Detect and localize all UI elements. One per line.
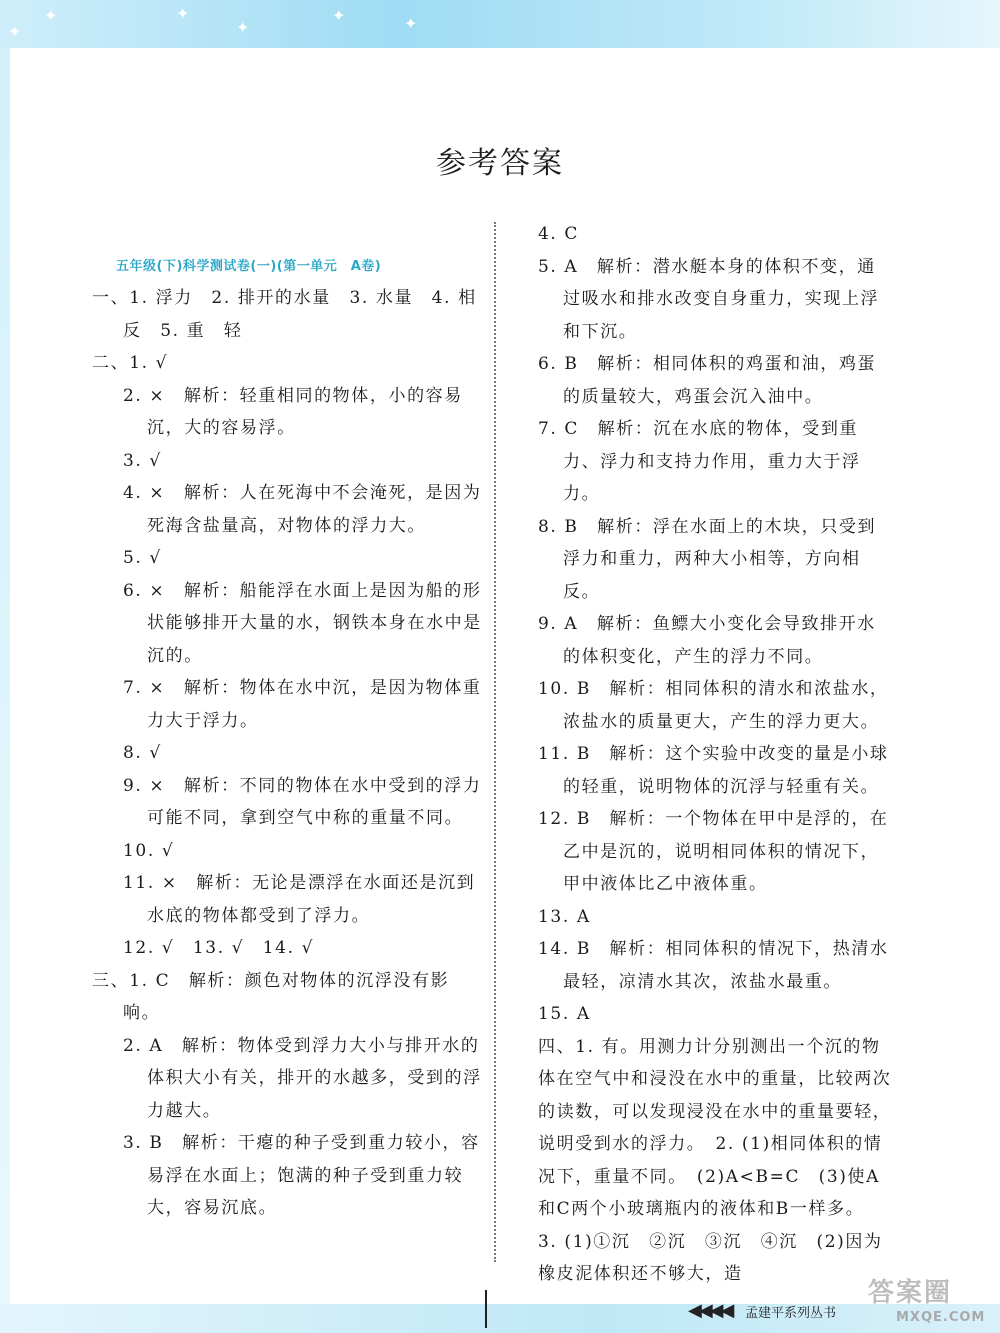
answer-item: 8. B 解析：浮在水面上的木块，只受到浮力和重力，两种大小相等，方向相反。	[538, 516, 877, 602]
section-title: 五年级(下)科学测试卷(一)(第一单元 A卷)	[116, 259, 382, 274]
answer-item: 三、1. C 解析：颜色对物体的沉浮没有影响。	[92, 970, 450, 1023]
answer-item: 14. B 解析：相同体积的情况下，热清水最轻，凉清水其次，浓盐水最重。	[538, 939, 889, 992]
answer-item: 7. × 解析：物体在水中沉，是因为物体重力大于浮力。	[123, 678, 482, 731]
binding-mark	[485, 1290, 487, 1328]
page-title: 参考答案	[436, 146, 564, 181]
answer-item: 12. B 解析：一个物体在甲中是浮的，在乙中是沉的，说明相同体积的情况下，甲中液体比乙中液体重。	[538, 809, 889, 894]
answer-item: 8. √	[123, 743, 162, 763]
right-answer-column	[538, 218, 893, 1291]
answer-item: 11. B 解析：这个实验中改变的量是小球的轻重，说明物体的沉浮与轻重有关。	[538, 744, 889, 797]
answer-item: 12. √ 13. √ 14. √	[123, 938, 315, 958]
answer-item: 3. √	[123, 450, 162, 471]
answer-item: 4. × 解析：人在死海中不会淹死，是因为死海含盐量高，对物体的浮力大。	[123, 483, 482, 536]
answer-item: 10. √	[123, 840, 175, 861]
answer-item: 9. × 解析：不同的物体在水中受到的浮力可能不同，拿到空气中称的重量不同。	[123, 775, 482, 828]
answer-item: 6. B 解析：相同体积的鸡蛋和油，鸡蛋的质量较大，鸡蛋会沉入油中。	[538, 354, 877, 407]
sparkle-icon: ✦	[176, 4, 190, 23]
column-divider	[494, 222, 496, 1262]
header-banner	[0, 0, 1000, 48]
sparkle-icon: ✦	[8, 22, 22, 41]
footer-arrows-icon: ◀◀◀◀	[688, 1300, 732, 1321]
watermark-site: MXQE.COM	[896, 1310, 986, 1325]
sparkle-icon: ✦	[332, 6, 346, 25]
answer-item: 3. B 解析：干瘪的种子受到重力较小，容易浮在水面上；饱满的种子受到重力较大，容易沉底。	[123, 1133, 480, 1218]
watermark-logo	[858, 1272, 1000, 1333]
sparkle-icon: ✦	[404, 14, 418, 33]
answer-item: 5. √	[123, 548, 162, 568]
answer-item: 二、1. √	[92, 353, 169, 373]
answer-item: 2. A 解析：物体受到浮力大小与排开水的体积大小有关，排开的水越多，受到的浮力越大。	[123, 1035, 482, 1121]
answer-item: 一、1. 浮力 2. 排开的水量 3. 水量 4. 相反 5. 重 轻	[92, 288, 477, 341]
answer-item: 7. C 解析：沉在水底的物体，受到重力、浮力和支持力作用，重力大于浮力。	[538, 419, 861, 504]
answer-item: 四、1. 有。用测力计分别测出一个沉的物体在空气中和浸没在水中的重量，比较两次的读数，可以发现浸没在水中的重量要轻，说明受到水的浮力。 2. (1)相同体积的情况下，重量不同。 (2)A<B=C (3)使A和C两个小玻璃瓶内的液体和B一样多。 3. (1)①沉 ②沉 ③沉 ④沉 (2)因为橡皮泥体积还不够大，造	[538, 1036, 892, 1284]
footer-banner	[0, 1304, 1000, 1333]
left-margin-strip	[0, 48, 10, 1333]
answer-item: 11. × 解析：无论是漂浮在水面还是沉到水底的物体都受到了浮力。	[123, 873, 476, 926]
footer-series-text: 孟建平系列丛书	[745, 1306, 837, 1321]
answer-item: 2. × 解析：轻重相同的物体，小的容易沉，大的容易浮。	[123, 385, 463, 438]
sparkle-icon: ✦	[236, 18, 250, 37]
answer-item: 13. A	[538, 906, 591, 927]
watermark-main: 答案圈	[868, 1278, 953, 1308]
answer-item: 9. A 解析：鱼鳔大小变化会导致排开水的体积变化，产生的浮力不同。	[538, 614, 876, 667]
answer-item: 10. B 解析：相同体积的清水和浓盐水，浓盐水的质量更大，产生的浮力更大。	[538, 679, 889, 732]
sparkle-icon: ✦	[44, 6, 58, 25]
answer-item: 4. C	[538, 224, 580, 244]
answer-item: 15. A	[538, 1004, 591, 1024]
left-answer-column	[92, 252, 484, 1225]
answer-item: 5. A 解析：潜水艇本身的体积不变，通过吸水和排水改变自身重力，实现上浮和下沉。	[538, 256, 880, 342]
answer-item: 6. × 解析：船能浮在水面上是因为船的形状能够排开大量的水，钢铁本身在水中是沉的。	[123, 580, 482, 666]
